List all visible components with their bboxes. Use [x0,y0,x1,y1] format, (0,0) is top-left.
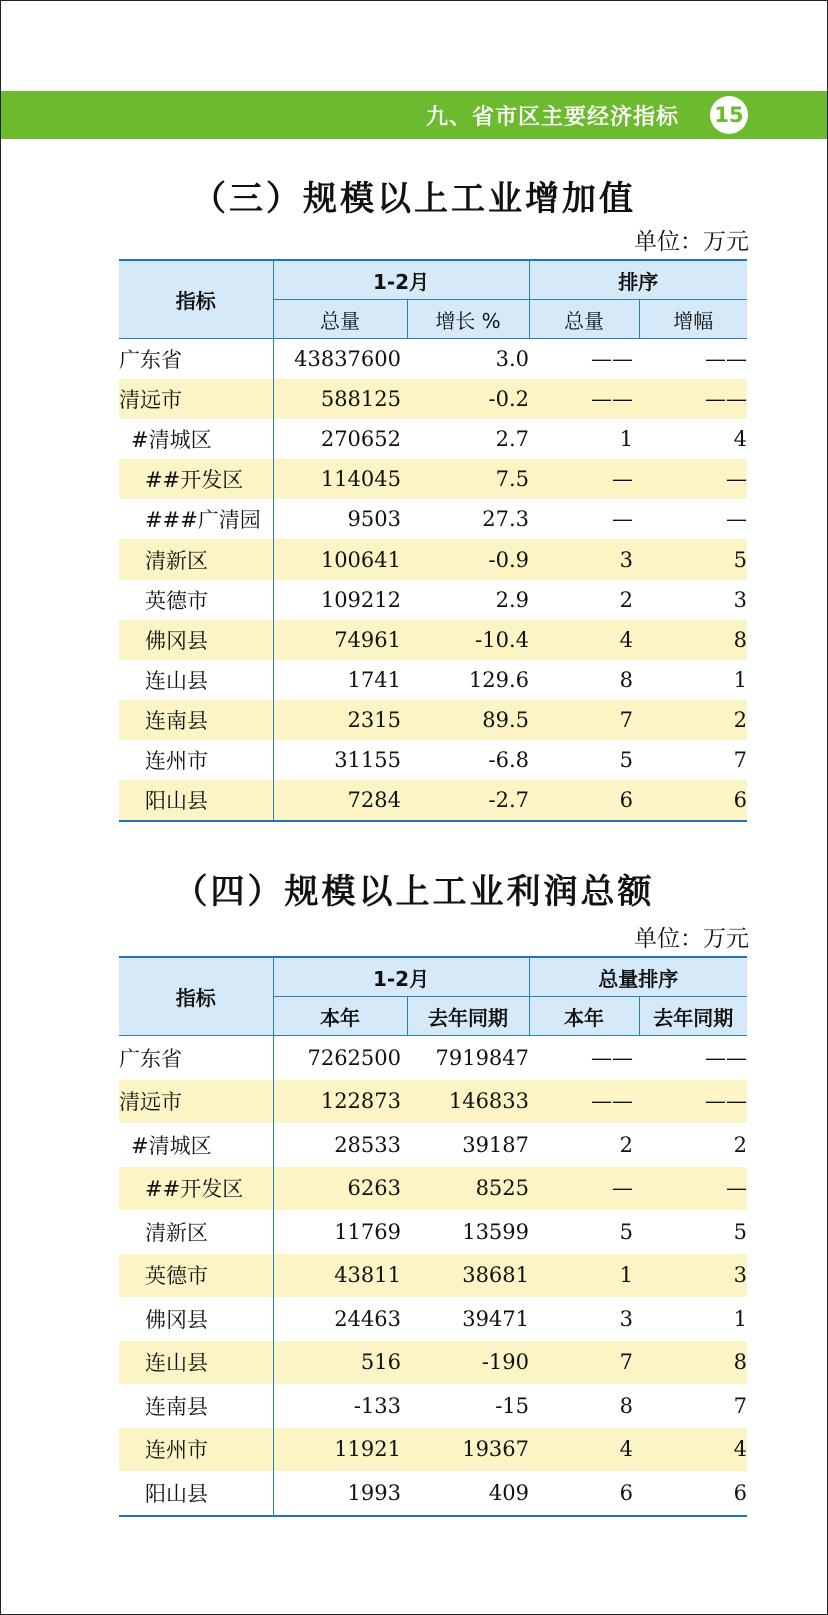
table2 [119,956,747,1517]
row-value-v2: 129.6 [468,667,530,692]
row-value-v3: —— [529,1080,639,1124]
table-row [119,379,747,419]
row-value-v4: — [639,1167,747,1211]
row-label: 英德市 [145,588,208,613]
table1-header-indicator: 指标 [119,260,273,339]
row-value-v1: 28533 [273,1123,407,1167]
row-label: 广东省 [119,348,182,373]
row-value-v1: 1993 [273,1471,407,1516]
row-value-v4: 4 [733,427,748,452]
row-value-v4: 3 [639,1254,747,1298]
row-value-v3: 3 [529,539,639,579]
table1-header-rank-total: 总量 [529,300,639,339]
row-value-v2: 13599 [462,1219,530,1244]
row-value-v4: 2 [639,700,747,740]
row-value-v1: 9503 [273,499,407,539]
table2-unit: 单位：万元 [634,926,749,952]
table-row [119,620,747,660]
row-value-v1: 270652 [273,419,407,459]
row-label: 英德市 [119,1254,273,1298]
row-label: ##开发区 [119,459,273,499]
row-value-v4: 4 [639,1428,747,1472]
row-value-v4: — [639,459,747,499]
table-row [119,1471,747,1516]
row-value-v1: 11769 [273,1210,407,1254]
section-banner [1,91,827,139]
row-value-v4: 5 [639,539,747,579]
row-value-v4: 6 [639,1471,747,1516]
row-value-v1: 114045 [273,459,407,499]
row-label: 连南县 [119,700,273,740]
table-row [119,459,747,499]
row-value-v3: — [529,459,639,499]
row-value-v2: -2.7 [407,780,529,821]
row-value-v4: 2 [733,1132,748,1157]
row-label: 佛冈县 [145,1307,208,1332]
table1-header-total: 总量 [273,300,407,339]
row-label: #清城区 [131,428,212,453]
row-value-v2: 39187 [462,1132,530,1157]
row-value-v2: 409 [407,1471,529,1516]
row-label: 广东省 [119,1046,182,1071]
row-value-v2: 39471 [462,1306,530,1331]
row-value-v3: 1 [529,1254,639,1298]
row-value-v3: —— [591,347,634,372]
row-value-v1: 11921 [273,1428,407,1472]
row-value-v3: 6 [529,1471,639,1516]
row-value-v4: —— [705,347,748,372]
row-value-v1: 74961 [273,620,407,660]
row-value-v3: 6 [529,780,639,821]
row-value-v3: — [529,1167,639,1211]
table2-body [119,1036,747,1516]
row-value-v1: 43837600 [273,339,407,380]
table1-title: （三）规模以上工业增加值 [192,179,636,219]
row-value-v3: 2 [619,1132,634,1157]
row-value-v1: 7284 [273,780,407,821]
row-value-v3: 4 [529,1428,639,1472]
row-label: #清城区 [131,1133,212,1158]
row-value-v3: 7 [529,1341,639,1385]
row-value-v4: —— [705,1045,748,1070]
table1-header-rank: 排序 [529,260,747,300]
row-value-v2: -10.4 [407,620,529,660]
row-label: 连山县 [145,668,208,693]
row-value-v4: 5 [733,1219,748,1244]
table2-header-indicator: 指标 [119,957,273,1036]
row-label: 连州市 [119,1428,273,1472]
row-value-v2: -0.2 [407,379,529,419]
row-value-v3: — [612,507,634,532]
table-row [119,1341,747,1385]
row-value-v4: 1 [733,1306,748,1331]
row-value-v3: —— [591,1045,634,1070]
table-row [119,580,747,620]
row-value-v1: 2315 [273,700,407,740]
row-value-v1: 31155 [273,740,407,780]
table1-header-rank-growth: 增幅 [639,300,747,339]
row-label: 连州市 [145,748,208,773]
table2-title: （四）规模以上工业利润总额 [173,872,655,912]
row-value-v4: 3 [733,587,748,612]
row-value-v4: — [726,507,748,532]
table-row [119,660,747,700]
table-row [119,499,747,539]
table-row [119,1036,747,1080]
row-value-v2: -190 [407,1341,529,1385]
table-row [119,339,747,380]
table1-unit: 单位：万元 [634,229,749,255]
row-label: 清新区 [119,539,273,579]
row-value-v1: 7262500 [273,1036,407,1080]
row-value-v1: 24463 [273,1297,407,1341]
row-value-v2: 8525 [407,1167,529,1211]
row-value-v2: 7.5 [407,459,529,499]
row-label: 阳山县 [119,1471,273,1516]
row-value-v2: 2.7 [495,427,530,452]
row-value-v2: 19367 [407,1428,529,1472]
table-row [119,1210,747,1254]
table-row [119,1384,747,1428]
row-value-v3: 2 [619,587,634,612]
row-value-v1: 516 [273,1341,407,1385]
table1-body [119,339,747,822]
page-number-badge: 15 [710,96,748,134]
table1-header-growth: 增长 % [407,300,529,339]
row-label: 连南县 [145,1394,208,1419]
row-label: 连山县 [119,1341,273,1385]
row-value-v1: 100641 [273,539,407,579]
row-value-v3: 5 [619,747,634,772]
table2-header-last-year: 去年同期 [407,997,529,1036]
table2-header-period: 1-2月 [273,957,529,997]
row-label: 清远市 [119,379,273,419]
row-value-v1: 1741 [273,660,407,700]
row-value-v1: -133 [273,1384,407,1428]
row-value-v2: 27.3 [482,507,530,532]
table2-header-this-year: 本年 [273,997,407,1036]
table-row [119,419,747,459]
row-value-v4: 1 [733,667,748,692]
table2-header-rank-this-year: 本年 [529,997,639,1036]
row-label: 清远市 [119,1080,273,1124]
table-row [119,1167,747,1211]
table2-header-rank-last-year: 去年同期 [639,997,747,1036]
table-row [119,1123,747,1167]
table1 [119,259,747,822]
row-value-v1: 6263 [273,1167,407,1211]
table-row [119,1254,747,1298]
table-row [119,1428,747,1472]
table-row [119,780,747,821]
row-label: ###广清园 [145,508,261,533]
row-value-v4: 8 [639,620,747,660]
row-value-v4: —— [639,1080,747,1124]
row-value-v2: 2.9 [495,587,530,612]
row-value-v2: -15 [495,1393,530,1418]
row-value-v2: 3.0 [495,347,530,372]
row-value-v2: 89.5 [407,700,529,740]
row-label: 阳山县 [119,780,273,821]
row-value-v1: 43811 [273,1254,407,1298]
row-value-v3: 8 [619,667,634,692]
row-value-v2: 7919847 [435,1045,530,1070]
row-label: ##开发区 [119,1167,273,1211]
row-value-v4: 6 [639,780,747,821]
row-value-v3: —— [529,379,639,419]
table2-header-rank: 总量排序 [529,957,747,997]
table-row [119,700,747,740]
table-row [119,539,747,579]
row-value-v2: 38681 [407,1254,529,1298]
row-value-v3: 3 [619,1306,634,1331]
row-value-v3: 4 [529,620,639,660]
row-value-v4: 8 [639,1341,747,1385]
row-value-v3: 5 [619,1219,634,1244]
row-value-v4: —— [639,379,747,419]
row-value-v3: 8 [619,1393,634,1418]
table-row [119,1297,747,1341]
section-title: 九、省市区主要经济指标 [425,105,679,130]
row-value-v4: 7 [733,747,748,772]
row-value-v3: 7 [529,700,639,740]
row-label: 清新区 [145,1220,208,1245]
row-value-v2: -6.8 [488,747,530,772]
table1-header-period: 1-2月 [273,260,529,300]
row-value-v3: 1 [619,427,634,452]
table-row [119,1080,747,1124]
row-label: 佛冈县 [119,620,273,660]
row-value-v4: 7 [733,1393,748,1418]
row-value-v1: 109212 [273,580,407,620]
row-value-v1: 122873 [273,1080,407,1124]
row-value-v2: -0.9 [407,539,529,579]
table-row [119,740,747,780]
row-value-v1: 588125 [273,379,407,419]
row-value-v2: 146833 [407,1080,529,1124]
